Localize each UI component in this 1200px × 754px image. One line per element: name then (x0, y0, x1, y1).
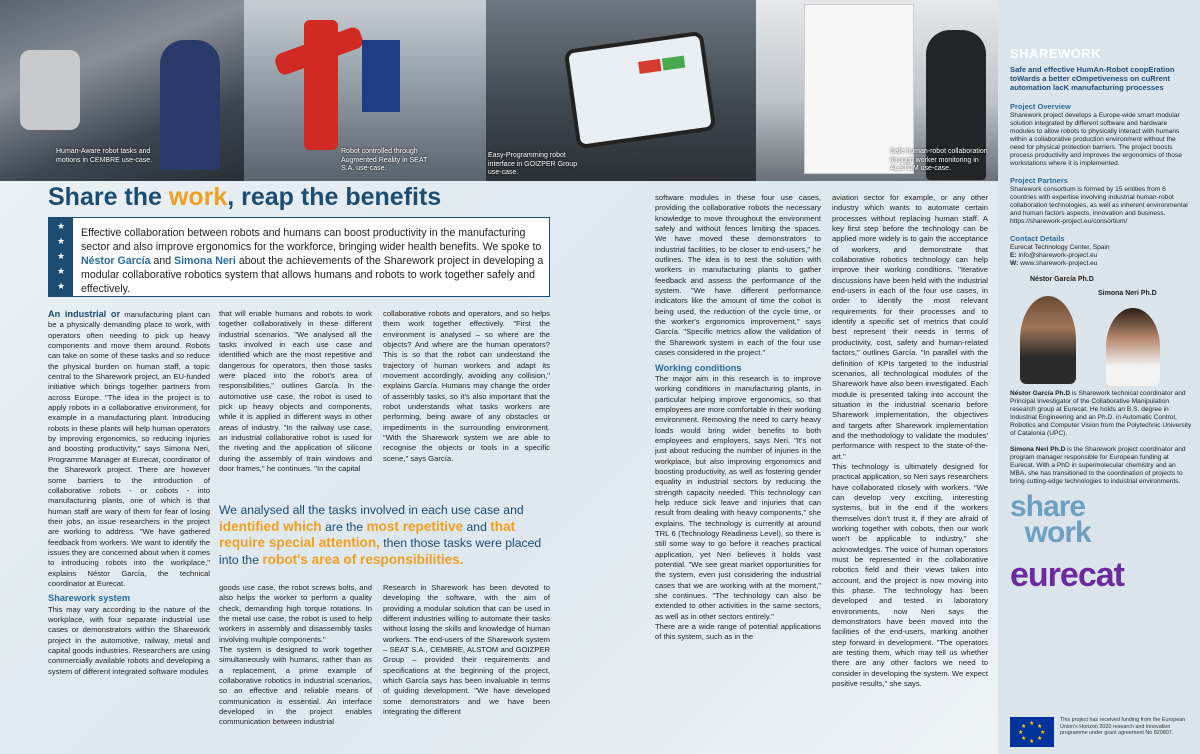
star-bar (49, 218, 73, 296)
photo-caption: Robot controlled through Augmented Reality in SEAT S.A. use-case. (341, 148, 428, 172)
article-column-1: An industrial or manufacturing plant can be a physically demanding place to work, with operators often needing to pick up heavy components and move them around. Robots can take on some of these tasks and so reduce the physical burden on human staff, a topic central to the Sharework project, an EU-funded initiative which brings together partners from across Europe. "The idea in the project is to apply robots in a collaborative environment, for example in a manufacturing plant. Introducing robots in these plants will help human operators by improving ergonomics, so reducing injuries and boosting productivity," says Simona Neri, Programme Manager at Eurecat, coordinator of the Sharework project. There are however some barriers to the introduction of collaborative robots - or cobots - into manufacturing plants, one of which is that human staff are wary of them for fear of losing their jobs, an issue researchers in the project are working to address. "We have gathered feedback from workers. We want to identify the issues they are concerned about when it comes to introducing robots into the workplace," explains Néstor García, the technical coordinator at Eurecat. Sharework system This may vary according to the nature of the workplace, with four separate industrial use cases or demonstrators within the Sharework project in the automotive, railway, metal and capital goods industries. Researchers are using commercially available robots and developing a system of different integrated software modules (48, 309, 210, 676)
sidebar-title: SHAREWORK (1010, 46, 1102, 61)
star-icon: ★ (56, 221, 66, 231)
photo-alstom (756, 0, 998, 181)
section-heading-sharework-system: Sharework system (48, 593, 131, 604)
project-sidebar (998, 0, 1200, 754)
pull-quote: We analysed all the tasks involved in each use case and identified which are the most repetitive and that require special attention, then those tasks were placed into the robot's area of responsibilities. (219, 503, 542, 567)
tablet-red-button (638, 59, 661, 74)
article-column-2-lower: goods use case, the robot screws bolts, and also helps the worker to perform a quality check, demanding high torque rotations. In the metal use case, the robot is used to help workers in assembly and disassembly tasks involving multiple components." The system is designed to work together simultaneously with humans, rather than as a replacement, a prime example of collaborative robotics in industrial scenarios, so an effective and reliable means of communication is essential. An interface developed in the project enables communication between industrial (219, 583, 372, 727)
sharework-logo: share work (1010, 489, 1091, 549)
portrait-photo (1020, 296, 1076, 384)
website-link[interactable]: www.sharework-project.eu (1020, 259, 1098, 267)
photo-caption: Human-Aware robot tasks and motions in CEMBRE use-case. (56, 148, 153, 164)
photo-cembre (0, 0, 244, 181)
eu-flag-icon: ★ ★ ★ ★ ★ ★ ★ ★ (1010, 717, 1054, 747)
star-icon: ★ (56, 236, 66, 246)
robot-base-illustration (304, 20, 338, 150)
bio-garcia: Néstor García Ph.D is Sharework technical coordinator and Principal Investigator of the Collaborative Manipulation research group at Eurecat. He holds an B.S. degree in Industrial Engineering and an Ph.D. in Automatic Control, Robotics and Computer Vision from the Polytechnic University of Catalonia (UPC). (1010, 389, 1192, 437)
tablet-green-button (662, 56, 685, 71)
section-heading-working-conditions: Working conditions (655, 362, 742, 373)
article-column-5: aviation sector for example, or any other industry which wants to automate certain processes without replacing human staff. A key first step before the technology can be applied more widely is to gain the acceptance of workers, and demonstrate that collaborative robotics technology can help improve their working conditions. "Iterative discussions have been held with the industrial end-users in each of the four use cases, in order to identify the most relevant requirements for their processes and to identify a specific set of metrics that could best represent their needs in terms of productivity, cost, safety and human-related factors," outlines García. "In parallel with the definition of KPIs targeted to the industrial scenarios, all technological modules of the Sharework have also been investigated. Each module is presented taking into account the situation in the industrial scenario before Sharework implementation, the objectives and targets after Sharework implementation and the methodology to validate the modules' performance with respect to the state-of-the-art." This technology is ultimately designed for practical application, so Neri says researchers have collaborated closely with workers. "We can develop very exciting, interesting systems, but in the end if the workers themselves don't trust it, if they are afraid of working together with cobots, then our work won't be applicable to industry," she acknowledges. The voice of human operators must be represented in the collaborative robotics field and their views taken into account, and the project is now moving into this phase. The technology has been developed and tested in laboratory environments, now Neri says the demonstrators have been moved into the facilities of the end-users, marking another step forward in development. "The operators are testing them, which may tell us whether there are any other factors we need to consider in developing the system. We expect positive results," she says. (832, 193, 988, 689)
portrait-name: Néstor García Ph.D (1030, 275, 1094, 283)
article-column-3: collaborative robots and operators, and so helps them work together effectively. "First the environment is analysed – so where are the objects? And where are the human operators? This is so that the robot can understand the trajectory of human workers and adapt its movement accordingly, avoiding any collision," explains García. Humans may change the order of assembly tasks, so it's also important that the robot understands what tasks workers are performing, being aware of any obstacles or impediments in the surrounding environment. "With the Sharework system we are able to recognise the objects or tools in a specific scene," says García. (383, 309, 550, 463)
photo-caption: Safe human-robot collaboration through worker monitoring in ALSTOM use-case. (890, 148, 988, 172)
photo-caption: Easy-Programming robot interface in GOIZPER Group use-case. (488, 152, 578, 176)
contact-heading: Contact Details (1010, 233, 1065, 243)
tablet-illustration (564, 31, 717, 150)
headline: Share the work, reap the benefits (48, 183, 442, 211)
article-column-4: software modules in these four use cases, providing the collaborative robots the necessary knowledge to move throughout the environment safely and without fences limiting the spaces. We have moved these demonstrators to industrial facilities, to be closer to end-users," he outlines. The idea is to test the solution with workers in manufacturing plants to gather feedback and assess the performance of the system. "We have different performance indicators like the amount of time the cobot is being used, the reduction of the cycle time, or the worker's ergonomics improvement," says García. "Specific metrics allow the validation of the Sharework system in each of the four use cases considered in the project." Working conditions The major aim in this research is to improve working conditions in manufacturing plants, in particular helping improve ergonomics, so that employees are more comfortable in their working environment. Removing the need to carry heavy loads would bring wider benefits to both employees and employers, says Neri. "It's not just about reducing the number of injuries in the workplace, but also improving ergonomics and boosting productivity, as well as fostering gender equality in industrial sectors by reducing the strength capacity needed. This technology can help reduce sick leave and injuries that can result from dealing with heavy components," she explains. The technology is currently at around TRL 6 (Technology Readiness Level), so there is still some way to go before it reaches practical application, yet Neri believes it holds vast potential. "We see great market opportunities for the system, even just considering the industrial cases that we are working with at the moment," she continues. "The technology can also be extended to other activities in the same sectors, as well as in other sectors entirely." There are a wide range of potential applications of this system, such as in the (655, 193, 821, 642)
contact-details: Eurecat Technology Center, Spain E: info@sharework-project.eu W: www.sharework-project.eu (1010, 243, 1110, 267)
photo-goizper (486, 0, 756, 181)
article-column-3-lower: Research in Sharework has been devoted to developing the software, with the aim of providing a modular solution that can be used in different industries willing to automate their tasks without losing the skills and knowledge of human workers. The end-users of the Sharework system – SEAT S.A., CEMBRE, ALSTOM and GOIZPER Group – provided their requirements and specifications at the beginning of the project, which García says has been invaluable in terms of guiding development. "We have developed some demonstrators and we have been integrating the different (383, 583, 550, 717)
article-column-2: that will enable humans and robots to work together collaboratively in these different industrial scenarios. "We analysed all the tasks involved in each use case and identified which are the most repetitive and dangerous for operators, then those tasks were placed into the robot's area of responsibilities," outlines García. In the automotive use case, the robot is used to pick up heavy objects and components, while it is applied in different ways in other areas of industry. "In the railway use case, an industrial collaborative robot is used for the riveting and the application of silicone during the assembly of train windows and door frames," he continues. "In the capital (219, 309, 372, 474)
photo-seat (244, 0, 486, 181)
star-icon: ★ (56, 281, 66, 291)
lab-board-illustration (362, 40, 400, 112)
partners-text: Sharework consortium is formed by 15 entities from 6 countries with expertise involving industrial human-robot collaboration technologies, as well as inherent environmental and human factors aspects, innovation and business. https://sharework-project.eu/consortium/ (1010, 185, 1188, 225)
portraits (1010, 276, 1192, 386)
star-icon: ★ (56, 251, 66, 261)
bio-neri: Simona Neri Ph.D is the Sharework project coordinator and program manager responsible for European funding at Eurecat. With a PhD in supermolecular chemistry and an MBA, she has transitioned to the coordination of projects to bring cutting-edge technologies to industrial environments. (1010, 445, 1186, 485)
portrait-name: Simona Neri Ph.D (1098, 289, 1157, 297)
partners-heading: Project Partners (1010, 175, 1068, 185)
sidebar-subtitle: Safe and effective HumAn-Robot coopEration toWards a better cOmpetiveness on cuRrent automation lacK manufacturing processes (1010, 65, 1175, 93)
standfirst-box (48, 217, 550, 297)
operator-illustration (160, 40, 220, 170)
portrait-photo (1106, 308, 1160, 386)
star-icon: ★ (56, 266, 66, 276)
eu-funding-note: ★ ★ ★ ★ ★ ★ ★ ★ This project has received funding from the European Union's Horizon 2020 research and innovation programme under grant agreement No 820807. (1010, 717, 1194, 749)
cobot-illustration (20, 50, 80, 130)
lead-in: An industrial or (48, 309, 121, 319)
overview-heading: Project Overview (1010, 101, 1071, 111)
overview-text: Sharework project develops a Europe-wide smart modular solution integrated by different software and hardware modules to allow robots to physically interact with humans within a collaborative production environment without the need for physical protection barriers. The project boosts process productivity and improves the ergonomics of those workstations where it is implemented. (1010, 111, 1182, 167)
eurecat-logo: eurecat (1010, 555, 1124, 594)
standfirst: Effective collaboration between robots and humans can boost productivity in the manufacturing sector and also improve ergonomics for the workforce, bringing wider health benefits. We spoke to Néstor García and Simona Neri about the achievements of the Sharework project in developing a modular collaborative robotics system that allows humans and robots to work together safely and effectively. (81, 227, 544, 295)
email-link[interactable]: info@sharework-project.eu (1018, 251, 1098, 259)
